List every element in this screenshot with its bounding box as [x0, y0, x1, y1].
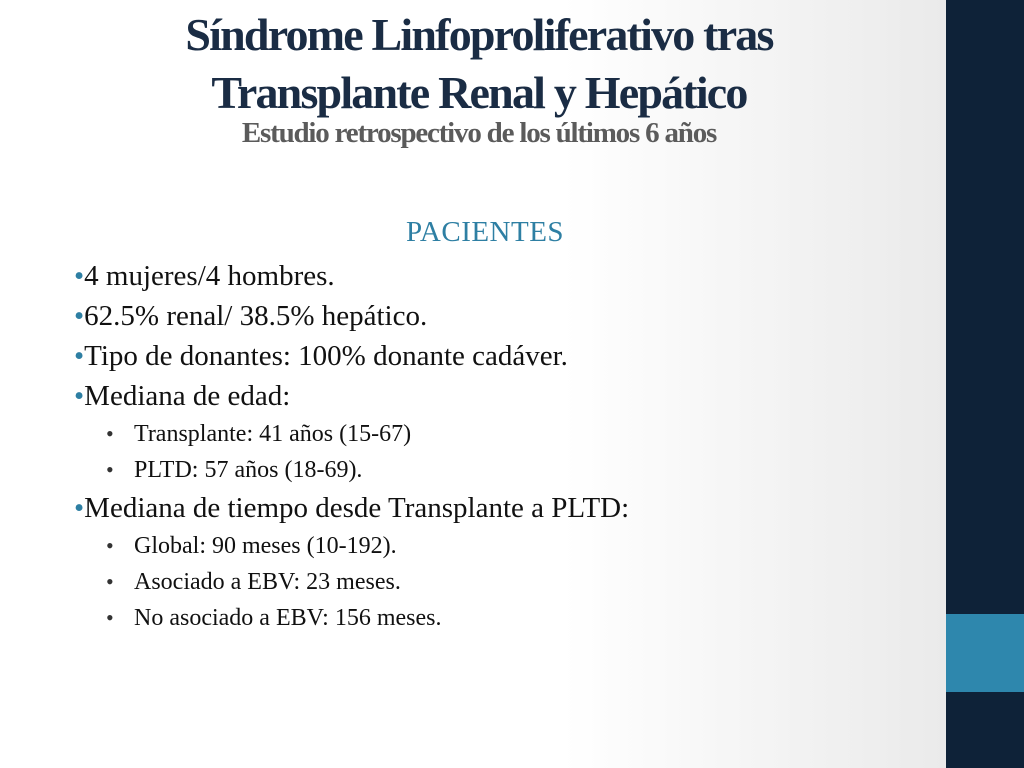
sub-bullet-text: Transplante: 41 años (15-67) [134, 421, 412, 447]
section-heading: PACIENTES [405, 216, 565, 248]
bullet-item [74, 336, 934, 376]
bullet-item [74, 256, 934, 296]
sub-bullet-item [74, 416, 934, 452]
bullet-text: Mediana de edad: [84, 380, 291, 412]
sub-bullet-marker: • [106, 421, 114, 446]
sub-bullet-text: No asociado a EBV: 156 meses. [134, 605, 442, 631]
bullet-marker: • [74, 340, 85, 372]
title-block [0, 6, 958, 148]
sub-bullet-text: PLTD: 57 años (18-69). [134, 457, 363, 483]
bullet-marker: • [74, 300, 85, 332]
slide-title-line-2: Transplante Renal y Hepático [211, 67, 747, 118]
slide-subtitle: Estudio retrospectivo de los últimos 6 años [241, 117, 717, 149]
sub-bullet-marker: • [106, 605, 114, 630]
sub-bullet-text: Global: 90 meses (10-192). [134, 533, 397, 559]
sub-bullet-item [74, 600, 934, 636]
bullet-marker: • [74, 260, 85, 292]
bullet-text: 4 mujeres/4 hombres. [84, 260, 335, 292]
sub-bullet-item [74, 564, 934, 600]
sub-bullet-item [74, 528, 934, 564]
bullet-list [74, 256, 934, 636]
bullet-text: 62.5% renal/ 38.5% hepático. [84, 300, 428, 332]
bullet-text: Tipo de donantes: 100% donante cadáver. [84, 340, 568, 372]
sub-bullet-text: Asociado a EBV: 23 meses. [134, 569, 401, 595]
bullet-item [74, 296, 934, 336]
bullet-marker: • [74, 380, 85, 412]
slide-title-line-1: Síndrome Linfoproliferativo tras [185, 9, 773, 60]
sub-bullet-marker: • [106, 569, 114, 594]
sub-bullet-item [74, 452, 934, 488]
decorative-side-bar-accent [946, 614, 1024, 692]
bullet-item [74, 488, 934, 528]
sub-bullet-marker: • [106, 457, 114, 482]
sub-bullet-marker: • [106, 533, 114, 558]
bullet-item [74, 376, 934, 416]
bullet-text: Mediana de tiempo desde Transplante a PLTD: [84, 492, 630, 524]
bullet-marker: • [74, 492, 85, 524]
